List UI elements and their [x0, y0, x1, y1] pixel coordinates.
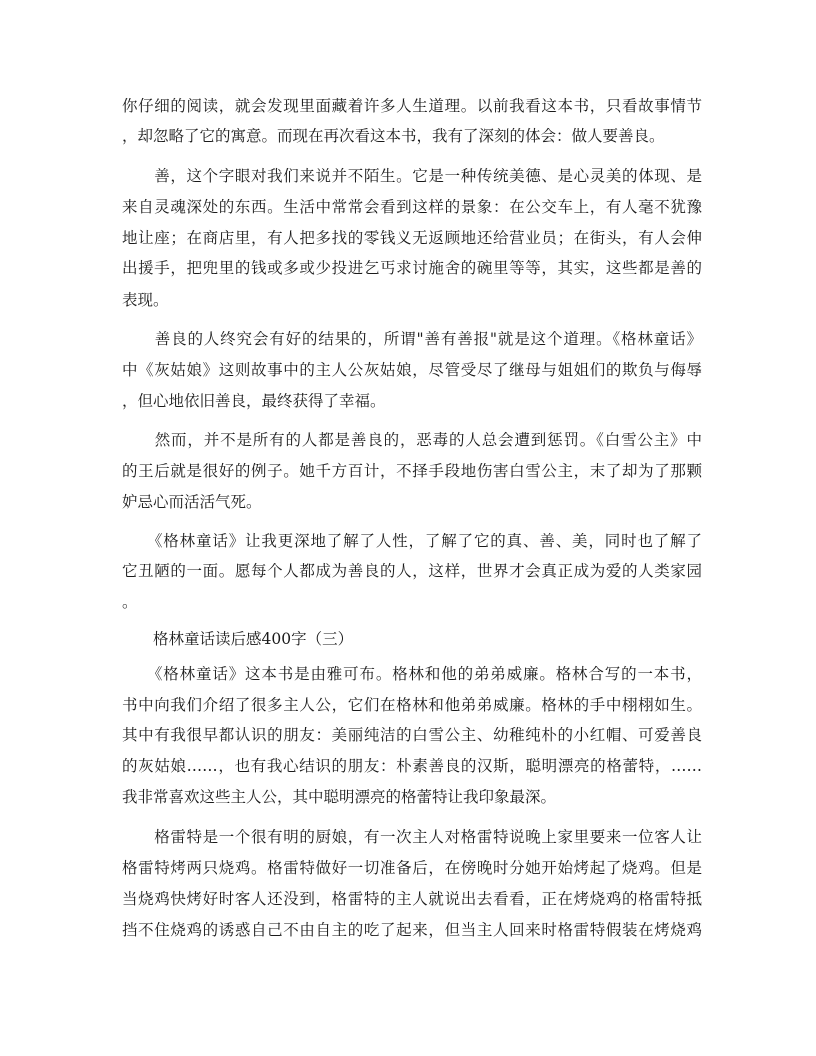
text-line: ，却忽略了它的寓意。而现在再次看这本书，我有了深刻的体会：做人要善良。 — [122, 127, 665, 145]
text-line: 它丑陋的一面。愿每个人都成为善良的人，这样，世界才会真正成为爱的人类家园 — [122, 562, 702, 580]
text-line: 格雷特烤两只烧鸡。格雷特做好一切准备后，在傍晚时分她开始烤起了烧鸡。但是 — [122, 859, 702, 877]
text-line: 格雷特是一个很有明的厨娘，有一次主人对格雷特说晚上家里要来一位客人让 — [122, 828, 702, 846]
text-line: 善良的人终究会有好的结果的，所谓"善有善报"就是这个道理。《格林童话》 — [122, 330, 702, 348]
text-line: 书中向我们介绍了很多主人公，它们在格林和他弟弟威廉。格林的手中栩栩如生。 — [122, 696, 702, 714]
text-line: 然而，并不是所有的人都是善良的，恶毒的人总会遭到惩罚。《白雪公主》中 — [122, 431, 702, 449]
text-line: 挡不住烧鸡的诱惑自己不由自主的吃了起来，但当主人回来时格雷特假装在烤烧鸡 — [122, 921, 702, 939]
text-line: 来自灵魂深处的东西。生活中常常会看到这样的景象：在公交车上，有人毫不犹豫 — [122, 198, 702, 216]
text-line: 《格林童话》这本书是由雅可布。格林和他的弟弟威廉。格林合写的一本书， — [122, 665, 702, 683]
text-line: 你仔细的阅读，就会发现里面藏着许多人生道理。以前我看这本书，只看故事情节 — [122, 97, 702, 115]
text-line: 其中有我很早都认识的朋友：美丽纯洁的白雪公主、幼稚纯朴的小红帽、可爱善良 — [122, 726, 702, 744]
text-line: 的灰姑娘……，也有我心结识的朋友：朴素善良的汉斯，聪明漂亮的格蕾特，…… — [122, 757, 702, 775]
text-line: 当烧鸡快烤好时客人还没到，格雷特的主人就说出去看看，正在烤烧鸡的格雷特抵 — [122, 890, 702, 908]
text-line: 我非常喜欢这些主人公，其中聪明漂亮的格蕾特让我印象最深。 — [122, 788, 557, 806]
text-line: 。 — [122, 593, 138, 611]
section-heading: 格林童话读后感400字（三） — [122, 630, 354, 648]
text-line: 善，这个字眼对我们来说并不陌生。它是一种传统美德、是心灵美的体现、是 — [122, 167, 702, 185]
text-line: 中《灰姑娘》这则故事中的主人公灰姑娘，尽管受尽了继母与姐姐们的欺负与侮辱 — [122, 361, 702, 379]
text-line: 出援手，把兜里的钱或多或少投进乞丐求讨施舍的碗里等等，其实，这些都是善的 — [122, 259, 702, 277]
text-line: 的王后就是很好的例子。她千方百计，不择手段地伤害白雪公主，末了却为了那颗 — [122, 462, 702, 480]
text-line: 地让座；在商店里，有人把多找的零钱义无返顾地还给营业员；在街头，有人会伸 — [122, 229, 702, 247]
text-line: 《格林童话》让我更深地了解了人性，了解了它的真、善、美，同时也了解了 — [122, 532, 702, 550]
text-line: 妒忌心而活活气死。 — [122, 493, 262, 511]
text-line: 表现。 — [122, 291, 169, 309]
text-line: ，但心地依旧善良，最终获得了幸福。 — [122, 392, 386, 410]
